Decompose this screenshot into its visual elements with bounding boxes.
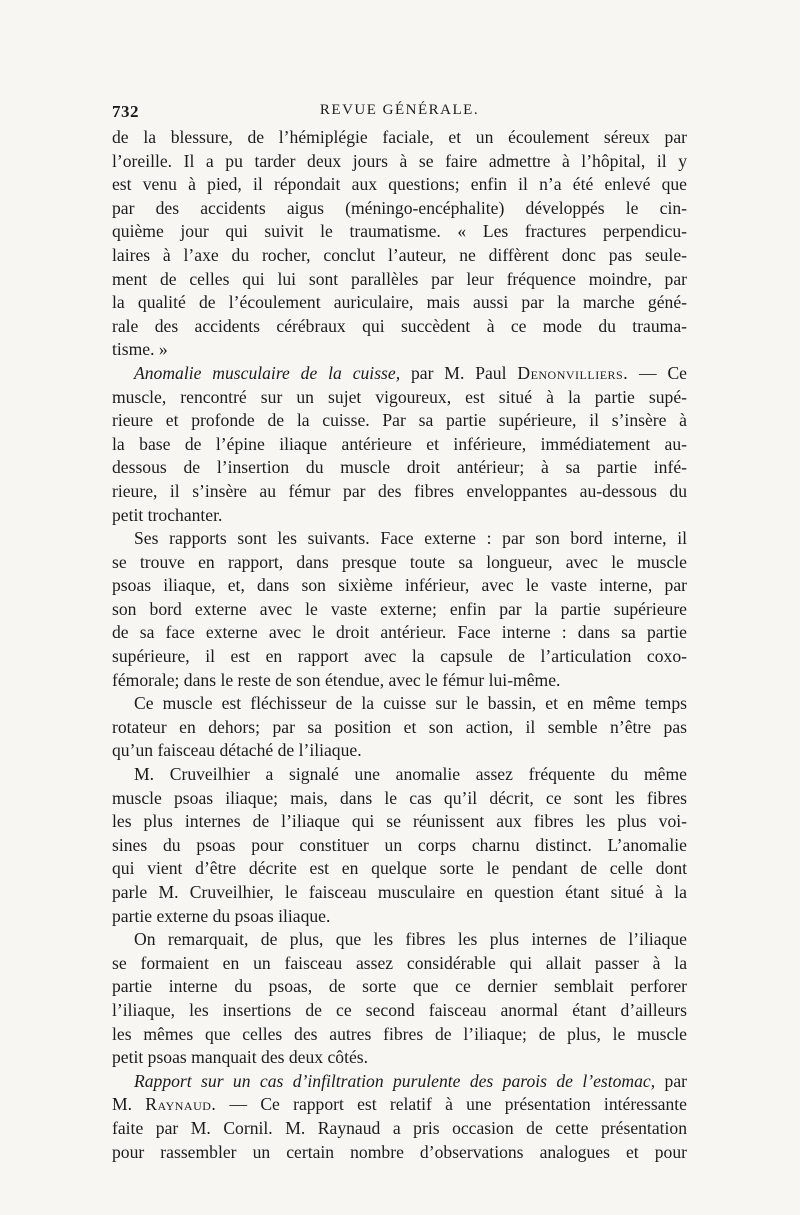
text-line: les mêmes que celles des autres fibres de l’iliaque; de plus, le muscle	[112, 1023, 687, 1044]
text-line: la qualité de l’écoulement auriculaire, mais aussi par la marche géné-	[112, 292, 687, 313]
section-heading: Anomalie musculaire de la cuisse,	[134, 362, 401, 383]
text-line: pour rassembler un certain nombre d’observations analogues et pour	[112, 1141, 687, 1162]
author-prefix: par M. Paul	[400, 362, 518, 383]
text-line: tisme. »	[112, 339, 168, 360]
text-line: qu’un faisceau détaché de l’iliaque.	[112, 740, 362, 761]
text-line: qui vient d’être décrite est en quelque sorte le pendant de celle dont	[112, 858, 687, 879]
text-line: se trouve en rapport, dans presque toute sa longueur, avec le muscle	[112, 551, 687, 572]
paragraph	[112, 928, 687, 1070]
text-line: la base de l’épine iliaque antérieure et inférieure, immédiatement au-	[112, 433, 687, 454]
text-line: par des accidents aigus (méningo-encéphalite) développés le cin-	[112, 197, 687, 218]
page-number: 732	[112, 102, 139, 121]
text-line: Ce muscle est fléchisseur de la cuisse sur le bassin, et en même temps	[134, 693, 687, 714]
text-line: muscle psoas iliaque; mais, dans le cas qu’il décrit, ce sont les fibres	[112, 787, 687, 808]
text-line: rotateur en dehors; par sa position et son action, il semble n’être pas	[112, 716, 687, 737]
text-line: rieure, il s’insère au fémur par des fibres enveloppantes au-dessous du	[112, 480, 687, 501]
paragraph-continuation	[112, 126, 687, 362]
heading-continuation: — Ce	[628, 362, 687, 383]
text-line: quième jour qui suivit le traumatisme. « Les fractures perpendicu-	[112, 221, 687, 242]
text-line: supérieure, il est en rapport avec la capsule de l’articulation coxo-	[112, 646, 687, 667]
body-text	[112, 126, 687, 1164]
text-line: de sa face externe avec le droit antérieur. Face interne : dans sa partie	[112, 622, 687, 643]
text-line: M. Raynaud. — Ce rapport est relatif à une présentation intéressante	[112, 1094, 687, 1115]
text-line: parle M. Cruveilhier, le faisceau musculaire en question étant situé à la	[112, 882, 687, 902]
text-line: Ses rapports sont les suivants. Face externe : par son bord interne, il	[134, 528, 687, 549]
text-line: l’iliaque, les insertions de ce second faisceau anormal étant d’ailleurs	[112, 999, 687, 1020]
text-line: les plus internes de l’iliaque qui se réunissent aux fibres les plus voi-	[112, 811, 687, 832]
author-name: Raynaud.	[145, 1094, 217, 1115]
heading-continuation: par	[655, 1070, 687, 1091]
text-line: faite par M. Cornil. M. Raynaud a pris occasion de cette présentation	[112, 1117, 687, 1138]
text-line: petit psoas manquait des deux côtés.	[112, 1047, 369, 1068]
author-name: Denonvilliers.	[517, 362, 629, 383]
section-heading-line	[112, 362, 687, 386]
text-line: l’oreille. Il a pu tarder deux jours à se faire admettre à l’hôpital, il y	[112, 150, 687, 171]
paragraph	[112, 692, 687, 763]
section-heading: Rapport sur un cas d’infiltration purulente des parois de l’estomac,	[134, 1070, 656, 1091]
text-line: muscle, rencontré sur un sujet vigoureux, est situé à la partie supé-	[112, 386, 687, 407]
document-page	[112, 100, 687, 1164]
text-line: de la blessure, de l’hémiplégie faciale, et un écoulement séreux par	[112, 127, 687, 147]
text-line: sines du psoas pour constituer un corps charnu distinct. L’anomalie	[112, 834, 687, 855]
text-line: rieure et profonde de la cuisse. Par sa partie supérieure, il s’insère à	[112, 410, 687, 431]
text-line: son bord externe avec le vaste externe; enfin par la partie supérieure	[112, 598, 687, 619]
text-line: dessous de l’insertion du muscle droit antérieur; à sa partie infé-	[112, 457, 687, 478]
running-title: REVUE GÉNÉRALE.	[319, 102, 480, 118]
section-rapport-estomac	[112, 1070, 687, 1164]
text-line: laires à l’axe du rocher, conclut l’auteur, ne diffèrent donc pas seule-	[112, 244, 687, 265]
text-line: partie interne du psoas, de sorte que ce dernier semblait perforer	[112, 976, 687, 997]
text-line: se formaient en un faisceau assez considérable qui allait passer à la	[112, 952, 687, 973]
text-line: petit trochanter.	[112, 504, 223, 525]
text-line: partie externe du psoas iliaque.	[112, 905, 331, 926]
section-heading-line	[112, 1070, 687, 1094]
text-line: rale des accidents cérébraux qui succèdent à ce mode du trauma-	[112, 315, 687, 336]
paragraph	[112, 527, 687, 692]
running-header	[112, 100, 687, 126]
text-line: psoas iliaque, et, dans son sixième inférieur, avec le vaste interne, par	[112, 575, 687, 596]
text-line: ment de celles qui lui sont parallèles par leur fréquence moindre, par	[112, 268, 687, 289]
text-line: On remarquait, de plus, que les fibres les plus internes de l’iliaque	[134, 929, 687, 950]
text-line: fémorale; dans le reste de son étendue, avec le fémur lui-même.	[112, 669, 561, 690]
text-line: est venu à pied, il répondait aux questions; enfin il n’a été enlevé que	[112, 174, 687, 195]
paragraph	[112, 763, 687, 928]
text-line: M. Cruveilhier a signalé une anomalie assez fréquente du même	[134, 764, 687, 785]
section-anomalie-musculaire	[112, 362, 687, 527]
